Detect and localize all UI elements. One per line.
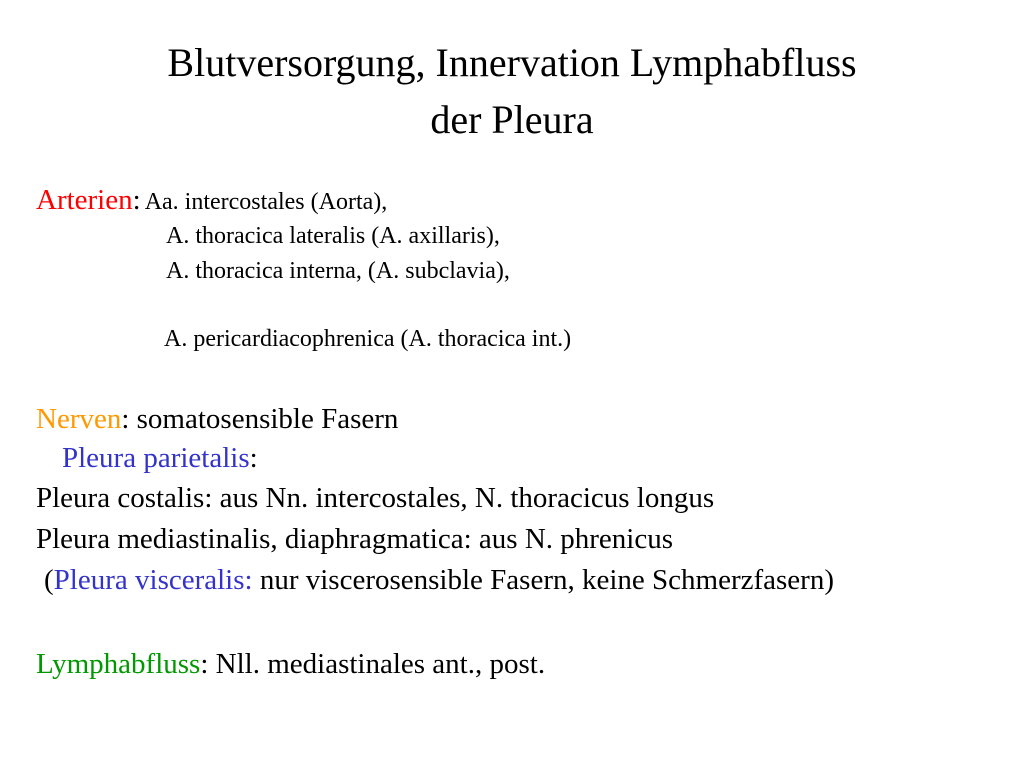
lymphabfluss-line <box>36 647 545 681</box>
slide-title-line-2: der Pleura <box>430 97 594 142</box>
nerven-text: : somatosensible Fasern <box>121 403 399 435</box>
pleura-visceralis-label: Pleura visceralis: <box>53 564 253 596</box>
nerven-line <box>36 402 398 436</box>
pleura-visceralis-text: nur viscerosensible Fasern, keine Schmerzfasern) <box>252 564 834 596</box>
pleura-costalis-line: Pleura costalis: aus Nn. intercostales, N. thoracicus longus <box>36 482 715 514</box>
lymphabfluss-text: : Nll. mediastinales ant., post. <box>200 648 546 680</box>
lymphabfluss-label: Lymphabfluss <box>36 648 201 680</box>
nerven-label: Nerven <box>36 403 122 435</box>
arterien-item-3: A. thoracica interna, (A. subclavia), <box>166 258 510 284</box>
arterien-item-4: A. pericardiacophrenica (A. thoracica int.) <box>164 326 572 352</box>
pleura-mediastinalis-line: Pleura mediastinalis, diaphragmatica: aus N. phrenicus <box>36 523 674 555</box>
arterien-label: Arterien <box>36 184 133 216</box>
arterien-item-2: A. thoracica lateralis (A. axillaris), <box>166 223 500 249</box>
arterien-colon: : <box>132 184 141 216</box>
slide-title-line-1: Blutversorgung, Innervation Lymphabfluss <box>167 40 857 85</box>
arterien-line-1 <box>36 183 387 217</box>
pleura-parietalis-colon: : <box>249 442 258 474</box>
pleura-parietalis-label: Pleura parietalis <box>62 442 250 474</box>
pleura-visceralis-line <box>44 563 834 597</box>
pleura-parietalis-line <box>62 441 258 475</box>
arterien-item-1: Aa. intercostales (Aorta), <box>144 189 388 215</box>
pleura-visceralis-open-paren: ( <box>44 564 54 596</box>
